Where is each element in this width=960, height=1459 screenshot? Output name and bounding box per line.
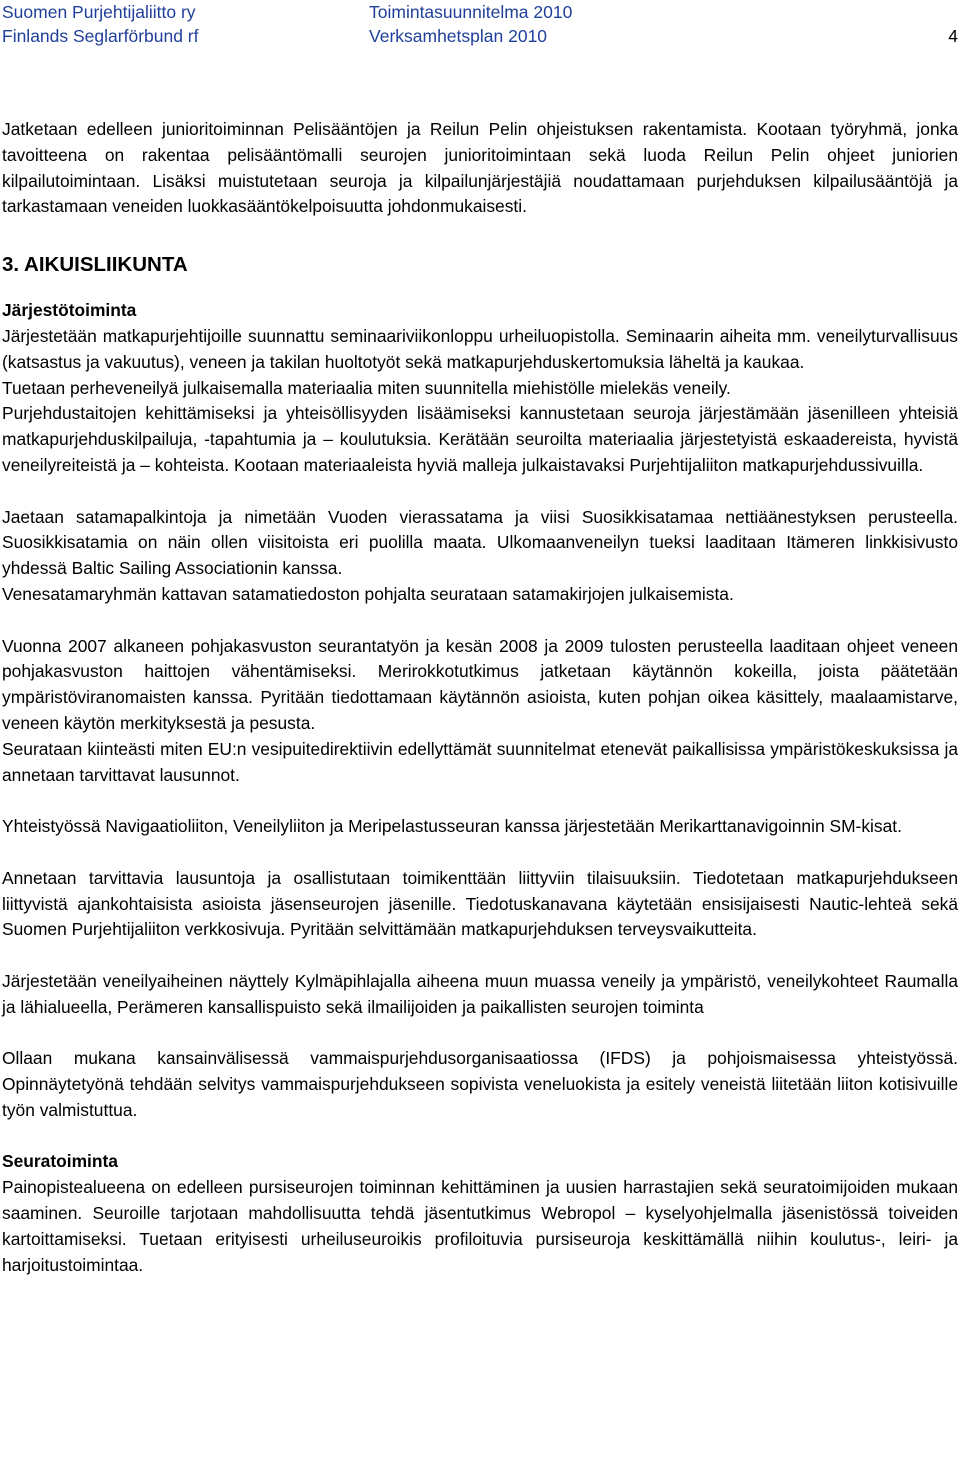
paragraph-cruising-skills: Purjehdustaitojen kehittämiseksi ja yhteisöllisyyden lisäämiseksi kannustetaan seuroja järjestämään jäsenilleen yhteisiä matkapurjehduskilpailuja, -tapahtumia ja – koulutuksia. Kerätään seuroilta materiaalia järjestetyistä eskaadereista, hyvistä veneilyreiteistä ja – kohteista. Kootaan materiaaleista hyviä malleja julkaistavaksi Purjehtijaliiton matkapurjehdussivuilla. <box>2 403 958 475</box>
header-row-2 <box>2 24 958 48</box>
paragraph-exhibition: Järjestetään veneilyaiheinen näyttely Kylmäpihlajalla aiheena muun muassa veneily ja ympäristö, veneilykohteet Raumalla ja lähialueella, Perämeren kansallispuisto sekä ilmailijoiden ja paikallisten seurojen toiminta <box>2 970 958 1017</box>
subsection-heading-seuratoiminta: Seuratoiminta <box>2 1151 118 1172</box>
org-name-fi: Suomen Purjehtijaliitto ry <box>2 2 196 22</box>
paragraph-seminar: Järjestetään matkapurjehtijoille suunnattu seminaariviikonloppu urheiluopistolla. Seminaarin aiheita mm. veneilyturvallisuus (katsastus ja vakuutus), veneen ja takilan huoltotyöt sekä matkapurjehduskertomuksia läheltä ja kaukaa. <box>2 325 958 372</box>
page-header <box>2 0 958 48</box>
subsection-heading-jarjestotoiminta: Järjestötoiminta <box>2 300 137 321</box>
paragraph-navigation-championships: Yhteistyössä Navigaatioliiton, Veneilyliiton ja Meripelastusseuran kanssa järjestetään Merikarttanavigoinnin SM-kisat. <box>2 816 902 837</box>
document-body <box>2 117 958 1278</box>
paragraph-club-activity: Painopistealueena on edelleen pursiseurojen toiminnan kehittäminen ja uusien harrastajien sekä seuratoimijoiden mukaan saaminen. Seuroille tarjotaan mahdollisuutta tehdä jäsentutkimus Webropol – kyselyohjelmalla jäsenistössä toiveiden kartoittamiseksi. Tuetaan erityisesti urheiluseuroikis profiloituvia pursiseuroja keskittämällä niihin koulutus-, leiri- ja harjoitustoimintaa. <box>2 1177 958 1275</box>
paragraph-statements: Annetaan tarvittavia lausuntoja ja osallistutaan toimikenttään liittyviin tilaisuuksiin. Tiedotetaan matkapurjehdukseen liittyvistä ajankohtaisista asioista jäsenseurojen jäsenille. Tiedotuskanavana käytetään ensisijaisesti Nautic-lehteä sekä Suomen Purjehtijaliiton verkkosivuja. Pyritään selvittämään matkapurjehduksen terveysvaikutteita. <box>2 867 958 940</box>
paragraph-harbour-awards: Jaetaan satamapalkintoja ja nimetään Vuoden vierassatama ja viisi Suosikkisatamaa nettiäänestyksen perusteella. Suosikkisatamia on näin ollen viisitoista eri puolilla maata. Ulkomaanveneilyn tueksi laaditaan Itämeren linkkisivusto yhdessä Baltic Sailing Associationin kanssa. <box>2 506 958 579</box>
paragraph-harbour-books: Venesatamaryhmän kattavan satamatiedoston pohjalta seurataan satamakirjojen julkaisemista. <box>2 583 734 604</box>
plan-title-fi: Toimintasuunnitelma 2010 <box>369 2 573 22</box>
header-row-1 <box>2 0 958 24</box>
section-heading: 3. AIKUISLIIKUNTA <box>2 253 188 277</box>
org-name-sv: Finlands Seglarförbund rf <box>2 26 199 46</box>
paragraph-hull-fouling: Vuonna 2007 alkaneen pohjakasvuston seurantatyön ja kesän 2008 ja 2009 tulosten perusteella laaditaan ohjeet veneen pohjakasvuston haittojen vähentämiseksi. Merirokkotutkimus jatketaan käytännön kokeilla, joista päätetään ympäristöviranomaisten kanssa. Pyritään tiedottamaan käytännön asioista, kuten pohjan oikea käsittely, maalaamistarve, veneen käytön merkityksestä ja pesusta. <box>2 635 958 733</box>
paragraph-ifds: Ollaan mukana kansainvälisessä vammaispurjehdusorganisaatiossa (IFDS) ja pohjoismaisessa yhteistyössä. Opinnäytetyönä tehdään selvitys vammaispurjehdukseen sopivista veneluokista ja esitely veneistä liitetään liiton kotisivuille työn valmistuttua. <box>2 1048 958 1120</box>
intro-paragraph: Jatketaan edelleen junioritoiminnan Pelisääntöjen ja Reilun Pelin ohjeistuksen rakentamista. Kootaan työryhmä, jonka tavoitteena on rakentaa pelisääntömalli seurojen junioritoimintaan sekä luoda Reilun Pelin ohjeet juniorien kilpailutoimintaan. Lisäksi muistutetaan seuroja ja kilpailunjärjestäjiä noudattamaan purjehduksen kilpailusääntöjä ja tarkastamaan veneiden luokkasääntökelpoisuutta johdonmukaisesti. <box>2 119 958 217</box>
plan-title-sv: Verksamhetsplan 2010 <box>369 26 548 46</box>
paragraph-family-boating: Tuetaan perheveneilyä julkaisemalla materiaalia miten suunnitella miehistölle mielekäs veneily. <box>2 377 731 398</box>
page-number: 4 <box>948 26 958 46</box>
paragraph-eu-directive: Seurataan kiinteästi miten EU:n vesipuitedirektiivin edellyttämät suunnitelmat etenevät paikallisissa ympäristökeskuksissa ja annetaan tarvittavat lausunnot. <box>2 738 958 785</box>
